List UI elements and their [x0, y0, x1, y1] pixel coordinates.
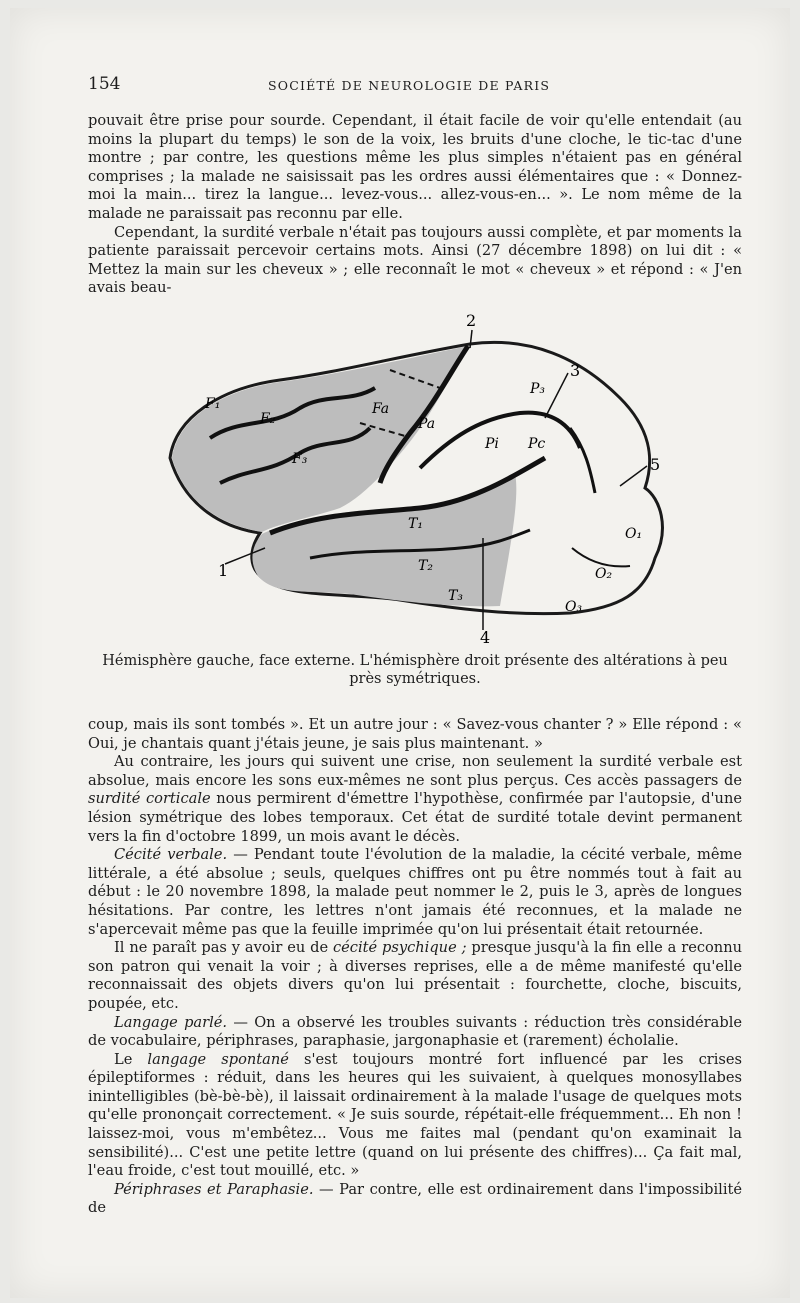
label-T1: T₁: [408, 516, 423, 532]
figure-caption: Hémisphère gauche, face externe. L'hémisphère droit présente des altérations à peu près symétriques.: [102, 653, 728, 687]
running-head: SOCIÉTÉ DE NEUROLOGIE DE PARIS: [268, 78, 551, 93]
label-O3: O₃: [565, 599, 583, 615]
top-text: [88, 112, 742, 298]
paragraph: [88, 1014, 742, 1051]
label-Pi: Pi: [485, 436, 499, 452]
label-F2: F₂: [260, 411, 276, 427]
text-run: — Pendant toute l'évolution de la maladie, la cécité verbale, même littérale, a été absolue ; seuls, quelques chiffres ont pu être nommés tout à fait au début : le 20 novembre 1898, la malade peut nommer le 2, puis le 3, après de longues hésitations. Par contre, les lettres n'ont jamais été reconnues, et la malade ne s'apercevait même pas que la feuille imprimée qu'on lui présentait était retournée.: [88, 846, 742, 938]
paragraph: [88, 1181, 742, 1218]
paragraph: coup, mais ils sont tombés ». Et un autre jour : « Savez-vous chanter ? » Elle répond : « Oui, je chantais quant j'étais jeune, je sais plus maintenant. »: [88, 716, 742, 752]
text-run: Le: [114, 1050, 148, 1068]
section-heading: Langage parlé.: [114, 1013, 228, 1031]
text-run: presque jusqu'à la fin elle a reconnu son patron qui venait la voir ; à diverses reprises, elle a de même manifesté qu'elle reconnaissait des objets divers qu'on lui présentait : fourchette, cloche, biscuits, poupée, etc.: [88, 939, 743, 1012]
text-run: s'est toujours montré fort influencé par les crises épileptiformes : réduit, dans les heures qui les suivaient, à quelques monosyllabes inintelligibles (bè-bè-bè), il laissait ordinairement à la malade l'usage de quelques mots qu'elle prononçait correctement. « Je suis sourde, répétait-elle fréquemment... Eh non ! laissez-moi, vous m'embêtez... Vous me faites mal (pendant qu'on examinait la sensibilité)... C'est une petite lettre (quand on lui présente des chiffres)... Ça fait mal, l'eau froide, c'est tout mouillé, etc. »: [88, 1050, 742, 1180]
brain-figure: [150, 308, 700, 653]
emphasis: surdité corticale: [88, 790, 211, 808]
paragraph: [88, 753, 742, 846]
section-heading: Périphrases et Paraphasie.: [114, 1180, 314, 1198]
label-Pa: Pa: [418, 416, 436, 432]
label-T3: T₃: [448, 588, 463, 604]
text-run: — On a observé les troubles suivants : réduction très considérable de vocabulaire, périphrases, paraphasie, jargonaphasie et (rarement) écholalie.: [88, 1013, 743, 1050]
section-heading: Cécité verbale.: [114, 846, 228, 864]
label-1: 1: [218, 561, 229, 580]
label-Fa: Fa: [372, 401, 390, 417]
text-run: Il ne paraît pas y avoir eu de: [114, 939, 333, 957]
page-header: [88, 74, 748, 96]
paragraph: pouvait être prise pour sourde. Cependant, il était facile de voir qu'elle entendait (au moins la plupart du temps) le son de la voix, les bruits d'une cloche, le tic-tac d'une montre ; par contre, les questions même les plus simples n'étaient pas en général comprises ; la malade ne saisissait pas les ordres aussi élémentaires que : « Donnez-moi la main... tirez la langue... levez-vous... allez-vous-en... ». Le nom même de la malade ne paraissait pas reconnu par elle.: [88, 112, 742, 222]
label-4: 4: [480, 628, 491, 647]
bottom-text: [88, 716, 742, 1218]
label-T2: T₂: [418, 558, 433, 574]
text-run: Au contraire, les jours qui suivent une crise, non seulement la surdité verbale est absolue, mais encore les sons eux-mêmes ne sont plus perçus. Ces accès passagers de: [88, 753, 742, 789]
label-O1: O₁: [625, 526, 643, 542]
label-F3: F₃: [292, 451, 308, 467]
label-O2: O₂: [595, 566, 613, 582]
label-Pc: Pc: [528, 436, 546, 452]
emphasis: cécité psychique ;: [332, 939, 467, 957]
emphasis: langage spontané: [147, 1050, 289, 1068]
label-P3: P₃: [530, 381, 546, 397]
paragraph: Cependant, la surdité verbale n'était pas toujours aussi complète, et par moments la patiente paraissait percevoir certains mots. Ainsi (27 décembre 1898) on lui dit : « Mettez la main sur les cheveux » ; elle reconnaît le mot « cheveux » et répond : « J'en avais beau-: [88, 223, 742, 297]
label-2: 2: [466, 311, 477, 330]
text-run: nous permirent d'émettre l'hypothèse, confirmée par l'autopsie, d'une lésion symétrique des lobes temporaux. Cet état de surdité totale devint permanent vers la fin d'octobre 1899, un mois avant le décès.: [88, 790, 742, 845]
page-number: 154: [88, 74, 121, 94]
paragraph: [88, 939, 742, 1013]
text-run: — Par contre, elle est ordinairement dans l'impossibilité de: [88, 1180, 743, 1217]
paragraph: [88, 846, 742, 939]
label-F1: F₁: [205, 396, 221, 412]
label-3: 3: [570, 361, 581, 380]
label-5: 5: [650, 455, 661, 474]
paragraph: [88, 1051, 742, 1181]
